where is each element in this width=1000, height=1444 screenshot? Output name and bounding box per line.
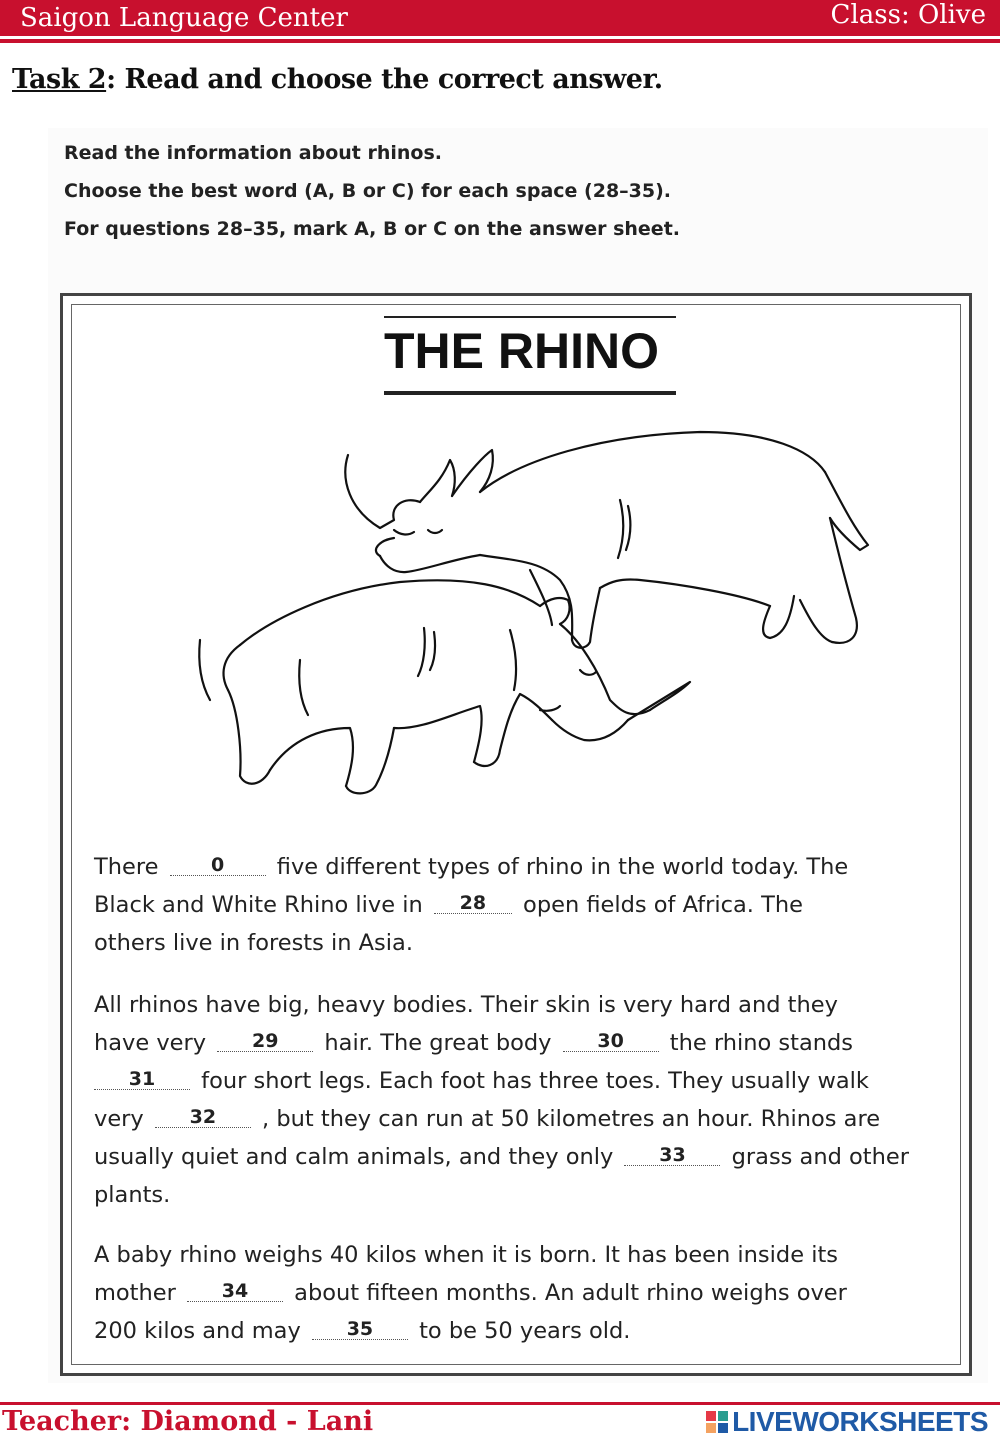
p3-text: 200 kilos and may: [94, 1318, 301, 1344]
blank-29[interactable]: 29: [217, 1031, 313, 1052]
blank-35[interactable]: 35: [312, 1319, 408, 1340]
blank-32[interactable]: 32: [155, 1107, 251, 1128]
p2-text: usually quiet and calm animals, and they only: [94, 1144, 614, 1170]
footer-rule: [0, 1402, 1000, 1405]
p2-text: grass and other: [731, 1144, 909, 1170]
header-bar: [0, 0, 1000, 36]
blank-example-0[interactable]: 0: [170, 855, 266, 876]
blank-34[interactable]: 34: [187, 1281, 283, 1302]
task-title: [12, 64, 663, 95]
p1-text: There: [94, 854, 159, 880]
p2-text: very: [94, 1106, 144, 1132]
p2-text: plants.: [94, 1182, 171, 1208]
teacher-name: Teacher: Diamond - Lani: [2, 1406, 374, 1437]
p3-text: mother: [94, 1280, 176, 1306]
rhino-illustration: [180, 410, 900, 820]
p1-text: five different types of rhino in the world today. The: [276, 854, 849, 880]
p2-text: four short legs. Each foot has three toes. They usually walk: [201, 1068, 869, 1094]
paragraph-3: [94, 1236, 954, 1350]
blank-33[interactable]: 33: [624, 1145, 720, 1166]
blank-30[interactable]: 30: [563, 1031, 659, 1052]
p2-text: the rhino stands: [669, 1030, 854, 1056]
p3-text: to be 50 years old.: [419, 1318, 631, 1344]
school-name: Saigon Language Center: [20, 3, 348, 33]
task-label: Task 2: [12, 64, 107, 95]
p2-text: hair. The great body: [324, 1030, 552, 1056]
title-rule-bottom: [384, 391, 676, 395]
p2-text: , but they can run at 50 kilometres an hour. Rhinos are: [262, 1106, 881, 1132]
p1-text: others live in forests in Asia.: [94, 930, 413, 956]
p2-text: have very: [94, 1030, 207, 1056]
liveworksheets-logo-text: LIVEWORKSHEETS: [732, 1406, 988, 1437]
p3-text: A baby rhino weighs 40 kilos when it is born. It has been inside its: [94, 1242, 838, 1268]
p1-text: open fields of Africa. The: [523, 892, 803, 918]
p1-text: Black and White Rhino live in: [94, 892, 423, 918]
header-rule: [0, 39, 1000, 43]
instruction-line-3: For questions 28–35, mark A, B or C on the answer sheet.: [64, 218, 680, 240]
title-rule-top: [384, 316, 676, 318]
blank-31[interactable]: 31: [94, 1069, 190, 1090]
passage-title: THE RHINO: [384, 323, 659, 379]
paragraph-1: [94, 848, 954, 962]
paragraph-2: [94, 986, 954, 1214]
blank-28[interactable]: 28: [434, 893, 512, 914]
task-instruction: : Read and choose the correct answer.: [106, 64, 663, 95]
liveworksheets-logo-icon: [706, 1411, 728, 1433]
p3-text: about fifteen months. An adult rhino weighs over: [294, 1280, 847, 1306]
rhino-front-drawing: [199, 580, 690, 793]
instruction-line-1: Read the information about rhinos.: [64, 142, 443, 164]
rhino-back-drawing: [345, 432, 868, 648]
p2-text: All rhinos have big, heavy bodies. Their skin is very hard and they: [94, 992, 838, 1018]
liveworksheets-logo[interactable]: [706, 1406, 988, 1438]
instruction-line-2: Choose the best word (A, B or C) for each space (28–35).: [64, 180, 672, 202]
class-name: Class: Olive: [830, 0, 986, 30]
